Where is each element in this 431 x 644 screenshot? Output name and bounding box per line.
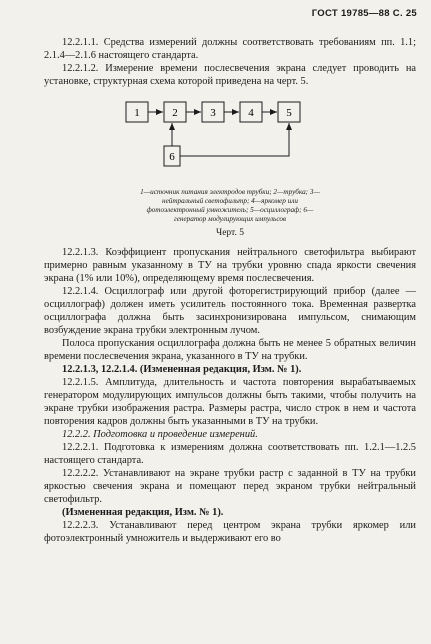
figure-title: Черт. 5 [216, 228, 244, 238]
paragraph-12-2-2-2: 12.2.2.2. Устанавливают на экране трубки растр с заданной в ТУ на трубки яркостью свечения экрана и помещают перед экраном трубки нейтральный светофильтр. [44, 468, 416, 505]
paragraph-12-2-2-3: 12.2.2.3. Устанавливают перед центром экрана трубки яркомер или фотоэлектронный умножитель и выдерживают его во [44, 520, 416, 544]
section-heading-12-2-2: 12.2.2. Подготовка и проведение измерений. [62, 429, 258, 440]
figure-caption: 1—источник питания электродов трубки; 2—трубка; 3—нейтральный светофильтр; 4—яркомер или фотоэлектронный умножитель; 5—осциллограф; 6—генератор модулирующих импульсов [140, 188, 320, 223]
paragraph-12-2-1-5: 12.2.1.5. Амплитуда, длительность и частота повторения вырабатываемых генератором модулирующих импульсов должны быть такими, чтобы получить на экране трубки изображения растра. Размеры растра, число строк в нем и частота повторения кадров должны быть указанными в ТУ на трубки. [44, 377, 416, 427]
paragraph-12-2-1-2: 12.2.1.2. Измерение времени послесвечения экрана следует проводить на установке, структурная схема которой приведена на черт. 5. [44, 63, 416, 87]
paragraph-12-2-1-3: 12.2.1.3. Коэффициент пропускания нейтрального светофильтра выбирают примерно равным указанному в ТУ на трубки уровню спада яркости свечения экрана (1% или 10%), определяющему время послесвечения. [44, 247, 416, 284]
arrow-6-5 [180, 123, 289, 156]
document-body [44, 36, 416, 545]
paragraph-12-2-2-1: 12.2.2.1. Подготовка к измерениям должна соответствовать пп. 1.2.1—1.2.5 настоящего стандарта. [44, 442, 416, 466]
box-5-label: 5 [286, 107, 292, 119]
box-3-label: 3 [210, 107, 216, 119]
box-4-label: 4 [248, 107, 254, 119]
box-2-label: 2 [172, 107, 178, 119]
amendment-note-2: (Измененная редакция, Изм. № 1). [62, 507, 224, 518]
amendment-note-1: 12.2.1.3, 12.2.1.4. (Измененная редакция, Изм. № 1). [62, 364, 302, 375]
block-diagram [44, 94, 416, 186]
paragraph-12-2-1-4: 12.2.1.4. Осциллограф или другой фоторегистрирующий прибор (далее — осциллограф) должен иметь усилитель постоянного тока. Временная развертка осциллографа должна быть засинхронизирована импульсом, снимающим возбуждение экрана трубки электронным лучом. [44, 286, 416, 336]
box-6-label: 6 [169, 151, 175, 163]
paragraph-12-2-1-1: 12.2.1.1. Средства измерений должны соответствовать требованиям пп. 1.1; 2.1.4—2.1.6 настоящего стандарта. [44, 37, 416, 61]
page-header: ГОСТ 19785—88 С. 25 [311, 8, 417, 19]
paragraph-bandwidth: Полоса пропускания осциллографа должна быть не менее 5 обратных величин времени послесвечения экрана, указанного в ТУ на трубки. [44, 338, 416, 362]
diagram-svg [44, 94, 416, 186]
box-1-label: 1 [134, 107, 140, 119]
